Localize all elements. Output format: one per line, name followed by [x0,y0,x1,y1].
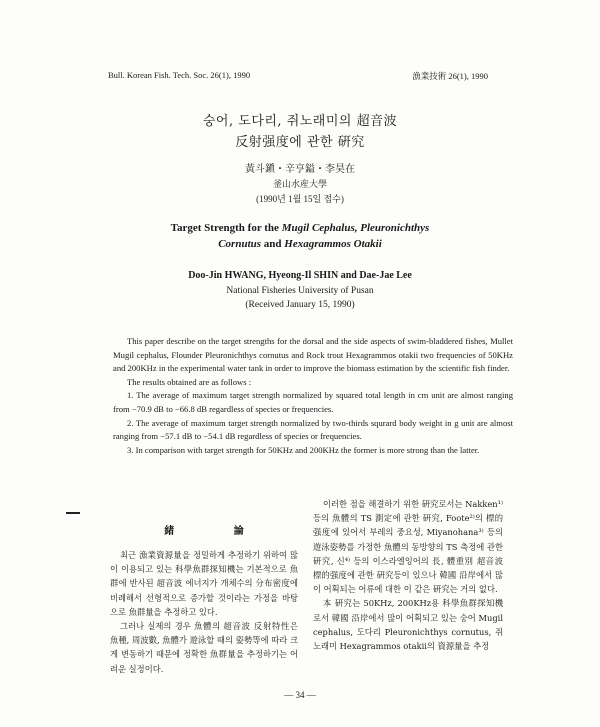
affiliation-en: National Fisheries University of Pusan [226,286,374,296]
intro-paragraph-1: 최근 漁業資源量을 정밀하게 추정하기 위하여 많이 이용되고 있는 科學魚群探知機는 기본적으로 魚群에 반사된 超音波 에너지가 개체수의 分布密度에 비례해서 선형적으로 증가할 것이라는 가정을 바탕으로 魚群量을 추정하고 있다. [110,550,298,617]
received-ko: (1990년 1월 15일 접수) [256,194,344,204]
authors-ko: 黃斗鎭・辛亨鎰・李昊在 [245,164,355,175]
title-en-line2 [0,238,600,250]
title-en-line1 [0,222,600,234]
section-heading-introduction: 緒 論 [164,526,272,537]
title-en-species3: Hexagrammos Otakii [284,238,382,250]
title-ko-line1: 숭어, 도다리, 쥐노래미의 超音波 [202,114,398,129]
received-en: (Received January 15, 1990) [245,300,355,310]
abstract-result-1: 1. The average of maximum target strength normalized by squared total length in cm unit are almost ranging from −70.9 dB to −66.8 dB regardless of species or frequencies. [113,390,513,414]
title-en-species2: Cornutus [218,238,262,250]
title-ko-line2: 反射强度에 관한 硏究 [235,135,365,150]
title-en-species1: Mugil Cephalus, Pleuronichthys [281,222,430,234]
abstract-result-2: 2. The average of maximum target strength normalized by two-thirds squrard body weight in g unit are almost ranging from −57.1 dB to −54.1 dB regardless of species or frequencies. [113,417,513,442]
left-column [110,548,298,676]
title-en-and: and [261,238,285,250]
margin-mark [66,512,80,514]
journal-header-ko: 漁業技術 26(1), 1990 [412,71,488,81]
abstract-paragraph: This paper describe on the target strengths for the dorsal and the side aspects of swim-bladdered fishes, Mullet Mugil cephalus, Flounder Pleuronichthys cornutus and Rock trout Hexagrammos otakii two frequencies of 50KHz and 200KHz in the experimental water tank in order to improve the biomass estimation by the scientific fish finder. [113,336,513,374]
affiliation-ko: 釜山水産大學 [272,179,327,189]
abstract-results-intro: The results obtained are as follows : [127,376,252,387]
intro-paragraph-3: 이러한 점을 해결하기 위한 硏究로서는 Nakken¹⁾ 등의 魚體의 TS 測定에 관한 硏究, Foote²⁾의 標的强度에 있어서 부레의 중요성, Miyanohana³⁾ 등의 遊泳姿勢를 가정한 魚體의 동방향의 TS 측정에 관한 硏究, 신⁴⁾ 등의 이스라엘잉어의 長, 體重別 超音波 標的强度에 관한 硏究등이 있으나 韓國 沿岸에서 많이 어획되는 어류에 대한 이 같은 硏究는 거의 없다. [313,499,503,595]
right-column [313,497,503,653]
intro-paragraph-4: 本 硏究는 50KHz, 200KHz용 科學魚群探知機로서 韓國 沿岸에서 많이 어획되고 있는 숭어 Mugil cephalus, 도다리 Pleuronichthys cornutus, 쥐노래미 Hexagrammos otakii의 資源量을 추정 [313,598,503,652]
abstract-result-3: 3. In comparison with target strength for 50KHz and 200KHz the former is more strong than the latter. [127,444,480,455]
authors-en: Doo-Jin HWANG, Hyeong-Il SHIN and Dae-Jae Lee [188,270,412,281]
intro-paragraph-2: 그러나 실제의 경우 魚體의 超音波 反射特性은 魚種, 周波數, 魚體가 遊泳할 때의 姿勢等에 따라 크게 변동하기 때문에 정확한 魚群量을 추정하기는 어려운 실정이다. [110,621,298,674]
page-number: — 34 — [284,690,316,700]
title-en-bold: Target Strength for the [170,222,282,234]
abstract [113,335,513,457]
journal-header-en: Bull. Korean Fish. Tech. Soc. 26(1), 1990 [108,70,251,80]
